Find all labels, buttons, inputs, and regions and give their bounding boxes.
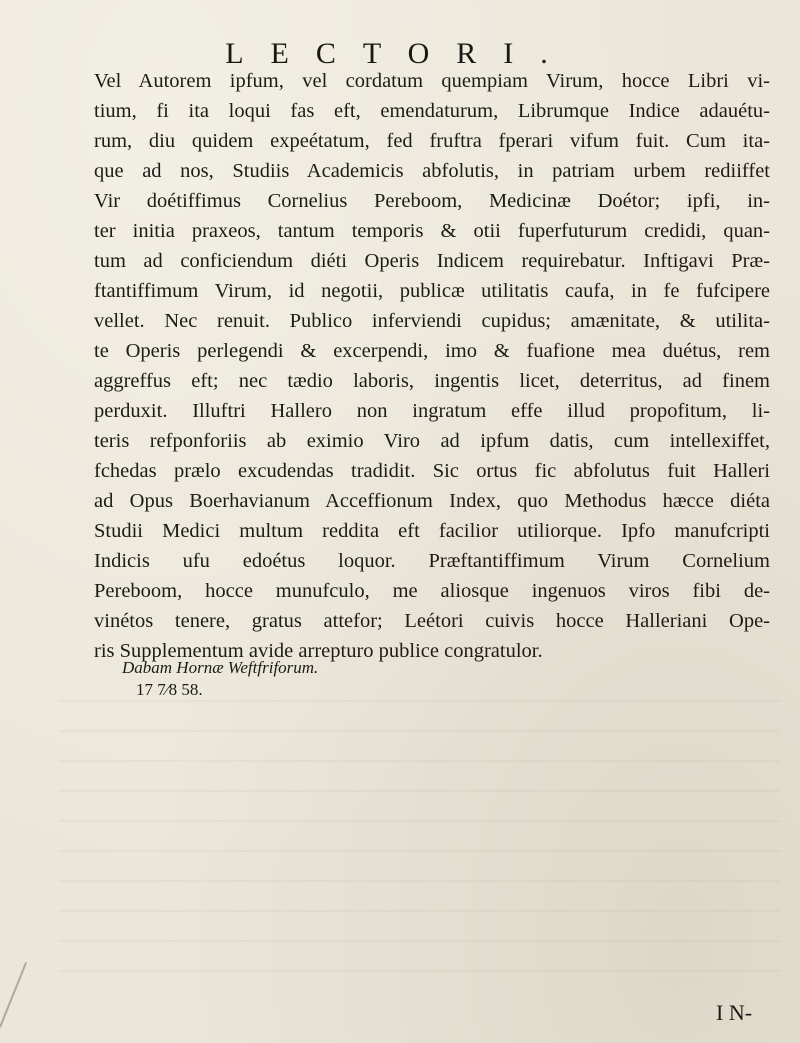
text-line: ris Supplementum avide arrepturo publice congratulor. bbox=[94, 640, 543, 662]
paper-crease-mark bbox=[0, 962, 27, 1028]
text-line: rum, diu quidem expeétatum, fed fruftra fperari vifum fuit. Cum ita- bbox=[94, 130, 770, 152]
text-line: Vir doétiffimus Cornelius Pereboom, Medicinæ Doétor; ipfi, in- bbox=[94, 190, 770, 212]
text-line: Vel Autorem ipfum, vel cordatum quempiam Virum, hocce Libri vi- bbox=[94, 70, 770, 92]
dateline-place: Dabam Hornæ Weftfriforum. bbox=[122, 658, 319, 677]
page-heading: LECTORI. bbox=[225, 37, 575, 70]
text-line: te Operis perlegendi & excerpendi, imo & fuafione mea duétus, rem bbox=[94, 340, 770, 362]
text-line: Studii Medici multum reddita eft facilior utiliorque. Ipfo manufcripti bbox=[94, 520, 770, 542]
text-line: tium, fi ita loqui fas eft, emendaturum, Librumque Indice adauétu- bbox=[94, 100, 770, 122]
preface-text bbox=[94, 66, 770, 666]
text-line: aggreffus eft; nec tædio laboris, ingentis licet, deterritus, ad finem bbox=[94, 370, 770, 392]
text-line: ter initia praxeos, tantum temporis & otii fuperfuturum credidi, quan- bbox=[94, 220, 770, 242]
text-line: vinétos tenere, gratus attefor; Leétori cuivis hocce Halleriani Ope- bbox=[94, 610, 770, 632]
dateline-date: 17 7⁄8 58. bbox=[136, 680, 203, 699]
text-line: perduxit. Illuftri Hallero non ingratum effe illud propofitum, li- bbox=[94, 400, 770, 422]
text-line: teris refponforiis ab eximio Viro ad ipfum datis, cum intellexiffet, bbox=[94, 430, 770, 452]
text-line: ad Opus Boerhavianum Acceffionum Index, quo Methodus hæcce diéta bbox=[94, 490, 770, 512]
show-through-texture bbox=[60, 700, 780, 1000]
text-line: Indicis ufu edoétus loquor. Præftantiffimum Virum Cornelium bbox=[94, 550, 770, 572]
text-line: vellet. Nec renuit. Publico inferviendi cupidus; amænitate, & utilita- bbox=[94, 310, 770, 332]
text-line: que ad nos, Studiis Academicis abfolutis, in patriam urbem rediiffet bbox=[94, 160, 770, 182]
catchword: I N- bbox=[716, 1000, 753, 1025]
text-line: fchedas prælo excudendas tradidit. Sic ortus fic abfolutus fuit Halleri bbox=[94, 460, 770, 482]
text-line: ftantiffimum Virum, id negotii, publicæ utilitatis caufa, in fe fufcipere bbox=[94, 280, 770, 302]
text-line: Pereboom, hocce munufculo, me aliosque ingenuos viros fibi de- bbox=[94, 580, 770, 602]
text-line: tum ad conficiendum diéti Operis Indicem requirebatur. Inftigavi Præ- bbox=[94, 250, 770, 272]
